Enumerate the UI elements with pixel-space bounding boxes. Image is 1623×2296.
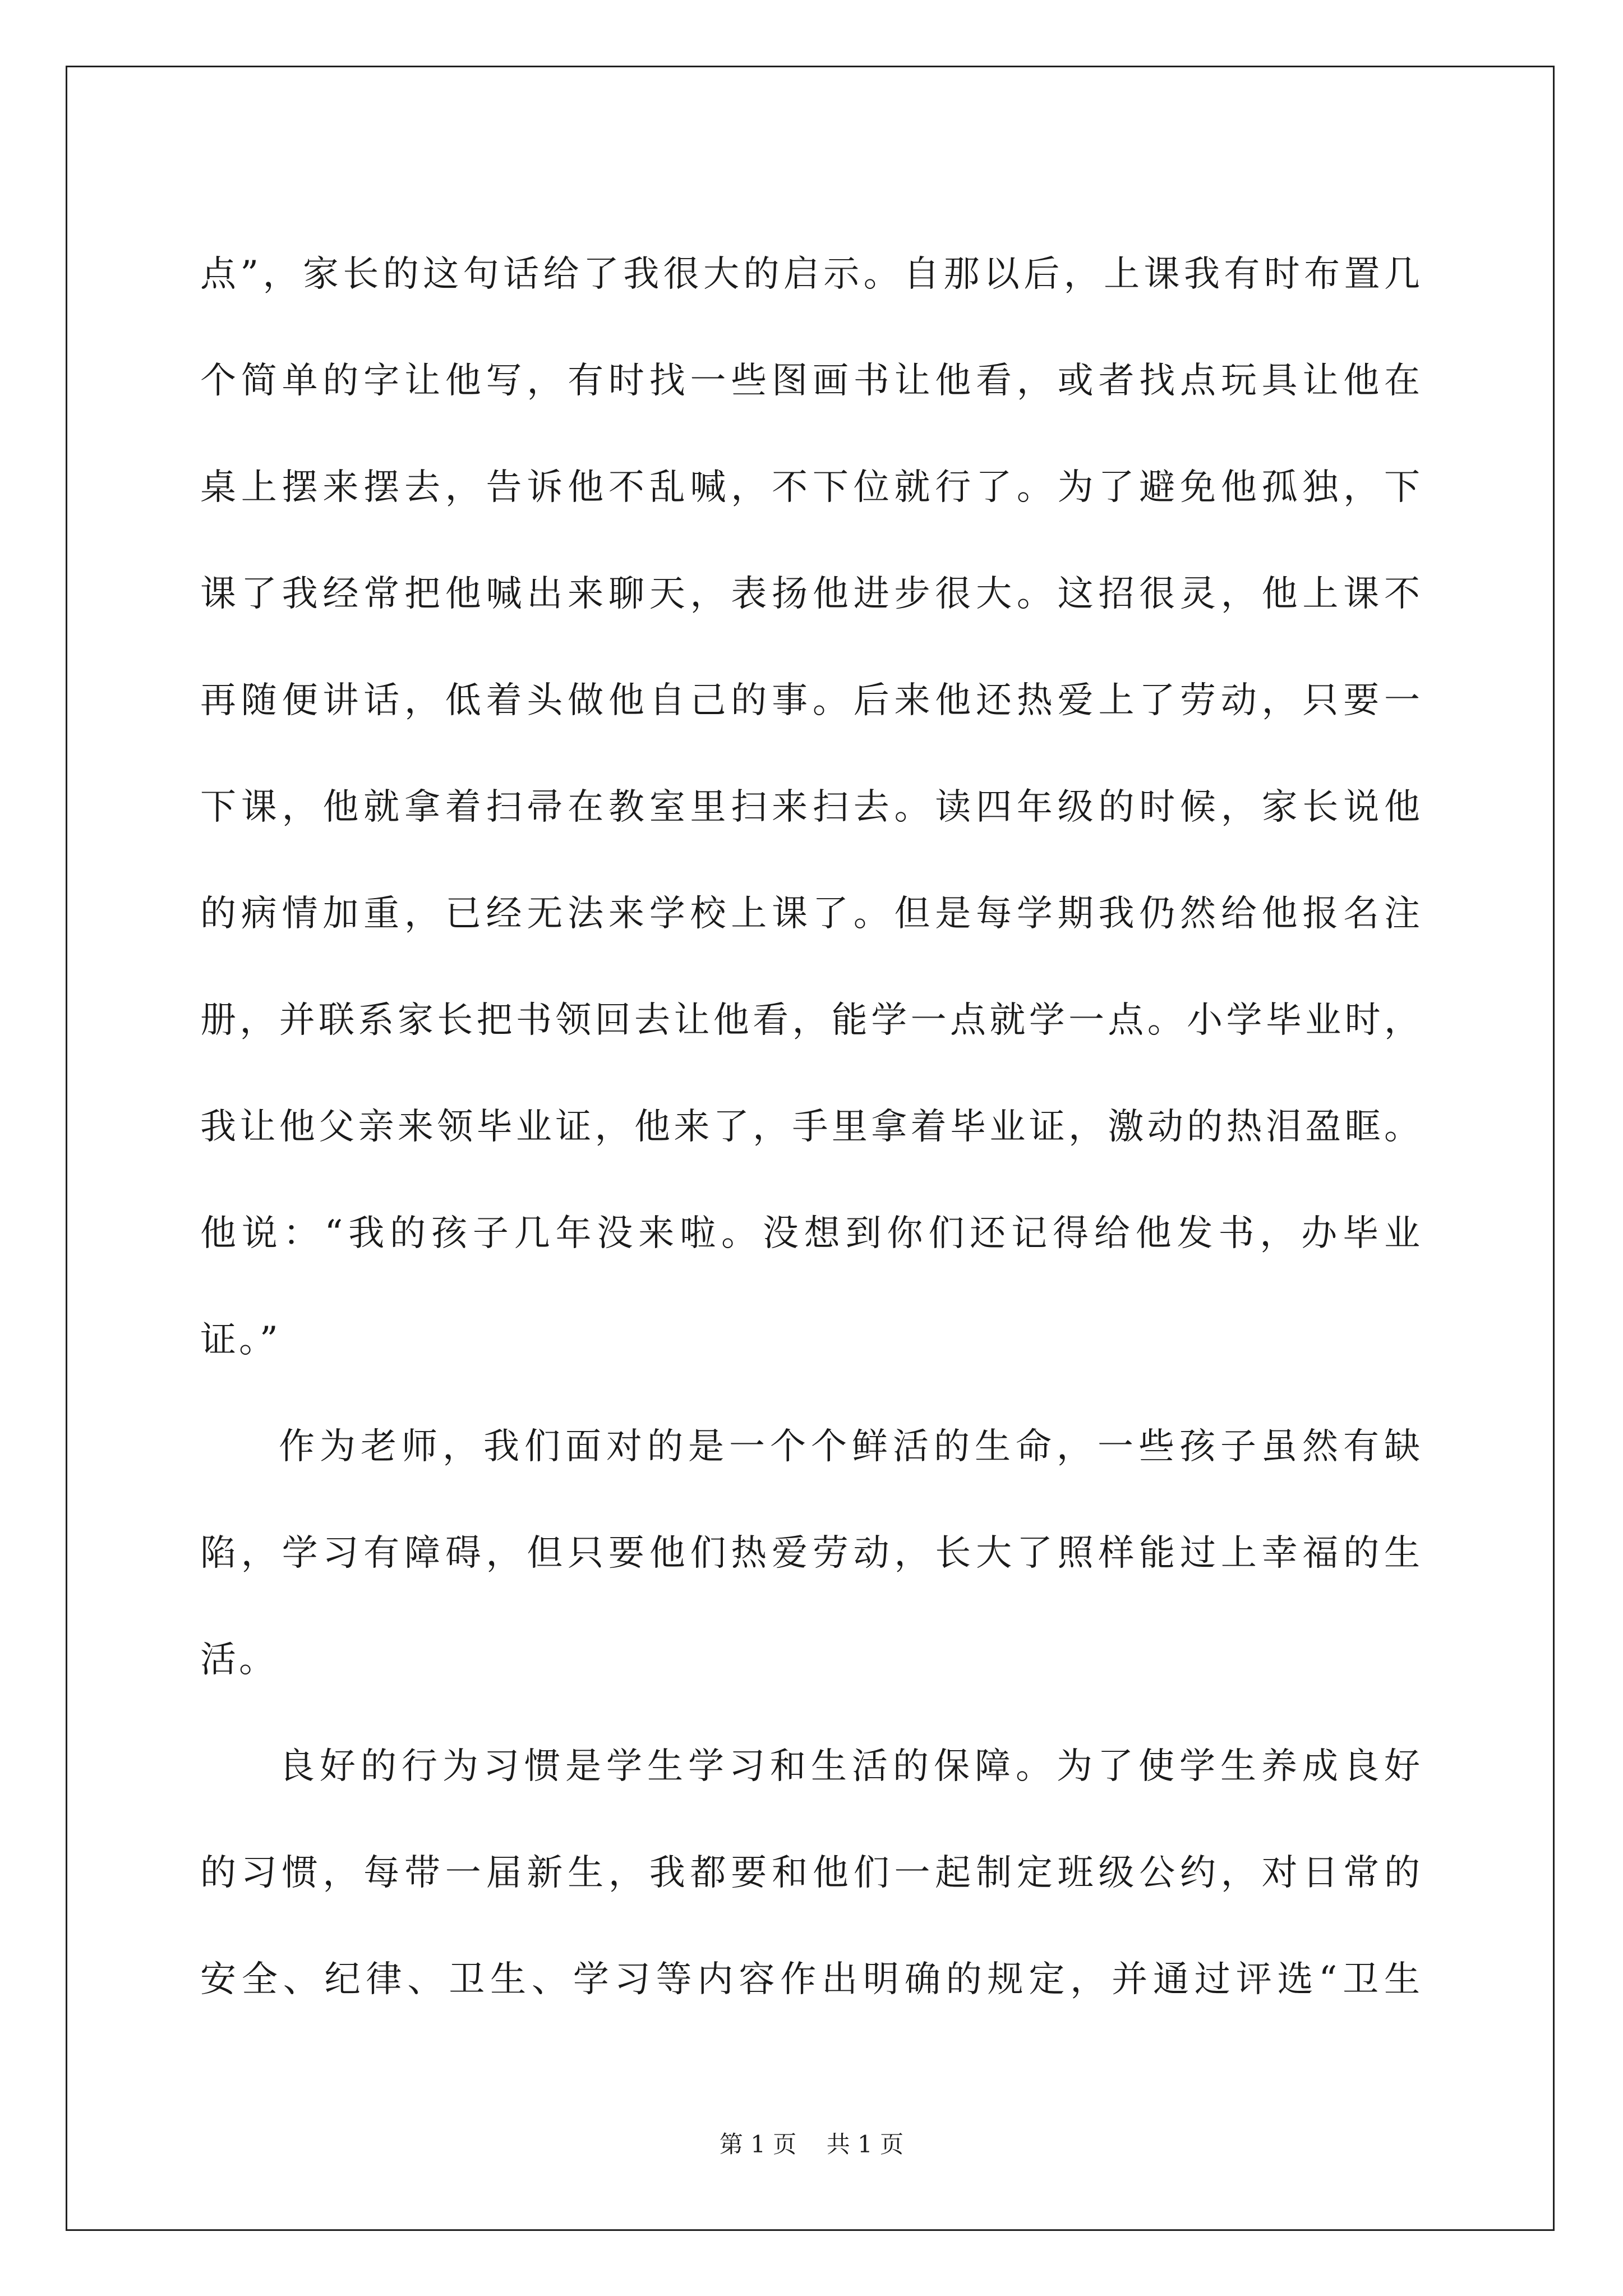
text-line: 活。 bbox=[200, 1639, 278, 1681]
text-line: 安全、纪律、卫生、学习等内容作出明确的规定，并通过评选“卫生 bbox=[200, 1959, 1423, 2000]
text-line: 我让他父亲来领毕业证，他来了，手里拿着毕业证，激动的热泪盈眶。 bbox=[200, 1106, 1423, 1148]
text-line: 桌上摆来摆去，告诉他不乱喊，不下位就行了。为了避免他孤独，下 bbox=[200, 467, 1423, 508]
text-line: 的习惯，每带一届新生，我都要和他们一起制定班级公约，对日常的 bbox=[200, 1852, 1423, 1894]
page-number-footer: 第 1 页 共 1 页 bbox=[719, 2131, 904, 2158]
text-line: 课了我经常把他喊出来聊天，表扬他进步很大。这招很灵，他上课不 bbox=[200, 573, 1423, 615]
paragraph-start-line: 作为老师，我们面对的是一个个鲜活的生命，一些孩子虽然有缺 bbox=[279, 1426, 1423, 1467]
text-line: 证。” bbox=[200, 1319, 281, 1361]
text-line: 再随便讲话，低着头做他自己的事。后来他还热爱上了劳动，只要一 bbox=[200, 680, 1423, 721]
text-line: 的病情加重，已经无法来学校上课了。但是每学期我仍然给他报名注 bbox=[200, 893, 1423, 935]
paragraph-start-line: 良好的行为习惯是学生学习和生活的保障。为了使学生养成良好 bbox=[279, 1746, 1423, 1787]
text-line: 册，并联系家长把书领回去让他看，能学一点就学一点。小学毕业时， bbox=[200, 1000, 1423, 1041]
text-line: 个简单的字让他写，有时找一些图画书让他看，或者找点玩具让他在 bbox=[200, 360, 1423, 402]
text-line: 下课，他就拿着扫帚在教室里扫来扫去。读四年级的时候，家长说他 bbox=[200, 786, 1423, 828]
text-line: 他说：“我的孩子几年没来啦。没想到你们还记得给他发书，办毕业 bbox=[200, 1213, 1423, 1254]
document-body bbox=[200, 218, 1423, 2030]
text-line: 陷，学习有障碍，但只要他们热爱劳动，长大了照样能过上幸福的生 bbox=[200, 1533, 1423, 1574]
text-line: 点”，家长的这句话给了我很大的启示。自那以后，上课我有时布置几 bbox=[200, 254, 1423, 295]
